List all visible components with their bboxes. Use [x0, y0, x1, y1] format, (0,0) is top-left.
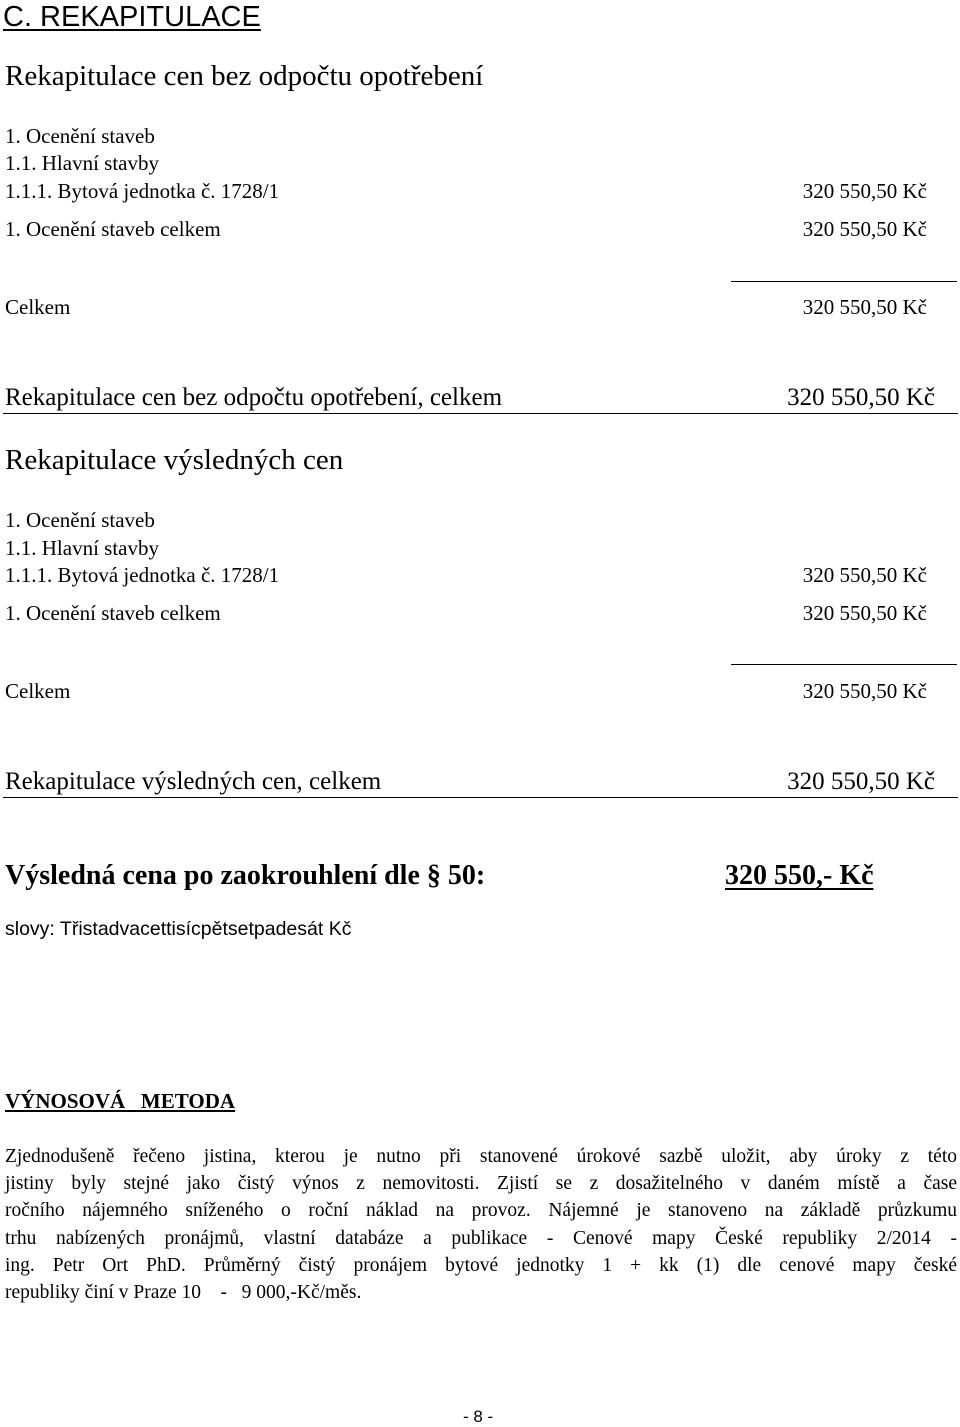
block1-item-l3: 1.1.1. Bytová jednotka č. 1728/1 — [5, 179, 280, 203]
block1-grand-underline — [3, 413, 958, 414]
block1-subtotal-value: 320 550,50 Kč — [802, 217, 927, 241]
block1-item-l2: 1.1. Hlavní stavby — [5, 151, 159, 175]
method-line: jistiny byly stejné jako čistý výnos z nemovitosti. Zjistí se z dosažitelného v daném místě a čase — [5, 1173, 957, 1195]
method-line: trhu nabízených pronájmů, vlastní databáze a publikace - Cenové mapy České republiky 2/2014 - — [5, 1227, 957, 1249]
block2-item-l3-value: 320 550,50 Kč — [802, 563, 927, 587]
section-title: C. REKAPITULACE — [3, 1, 261, 33]
block2-grand-underline — [3, 797, 958, 798]
block1-sum-rule — [731, 281, 957, 282]
block1-grand-value: 320 550,50 Kč — [787, 384, 935, 411]
block2-item-l1: 1. Ocenění staveb — [5, 508, 155, 532]
block2-subtotal-value: 320 550,50 Kč — [802, 601, 927, 625]
block2-heading: Rekapitulace výsledných cen — [5, 444, 344, 476]
block2-item-l2: 1.1. Hlavní stavby — [5, 536, 159, 560]
method-line: republiky činí v Praze 10 - 9 000,-Kč/měs. — [5, 1282, 362, 1304]
block2-grand-value: 320 550,50 Kč — [787, 768, 935, 795]
method-line: ing. Petr Ort PhD. Průměrný čistý pronájem bytové jednotky 1 + kk (1) dle cenové mapy české — [5, 1254, 957, 1276]
block2-total-value: 320 550,50 Kč — [802, 679, 927, 703]
final-price-words: slovy: Třistadvacettisícpětsetpadesát Kč — [5, 918, 352, 940]
block2-grand-label: Rekapitulace výsledných cen, celkem — [5, 768, 382, 795]
block1-heading: Rekapitulace cen bez odpočtu opotřebení — [5, 60, 484, 92]
block1-total-value: 320 550,50 Kč — [802, 295, 927, 319]
final-price-value: 320 550,- Kč — [725, 860, 874, 891]
method-line: ročního nájemného sníženého o roční náklad na provoz. Nájemné je stanoveno na základě průzkumu — [5, 1200, 957, 1222]
block1-subtotal-label: 1. Ocenění staveb celkem — [5, 217, 221, 241]
block2-sum-rule — [731, 664, 957, 665]
block2-subtotal-label: 1. Ocenění staveb celkem — [5, 601, 221, 625]
method-paragraph — [5, 1143, 957, 1306]
block2-total-label: Celkem — [5, 679, 71, 703]
page-number: - 8 - — [463, 1407, 494, 1426]
final-price-label: Výsledná cena po zaokrouhlení dle § 50: — [5, 860, 486, 891]
block1-item-l3-value: 320 550,50 Kč — [802, 179, 927, 203]
block2-item-l3: 1.1.1. Bytová jednotka č. 1728/1 — [5, 563, 280, 587]
block1-grand-label: Rekapitulace cen bez odpočtu opotřebení, celkem — [5, 384, 503, 411]
block1-item-l1: 1. Ocenění staveb — [5, 124, 155, 148]
method-heading: VÝNOSOVÁ METODA — [5, 1089, 236, 1113]
block1-total-label: Celkem — [5, 295, 71, 319]
method-line: Zjednodušeně řečeno jistina, kterou je nutno při stanovené úrokové sazbě uložit, aby úroky z této — [5, 1146, 957, 1167]
